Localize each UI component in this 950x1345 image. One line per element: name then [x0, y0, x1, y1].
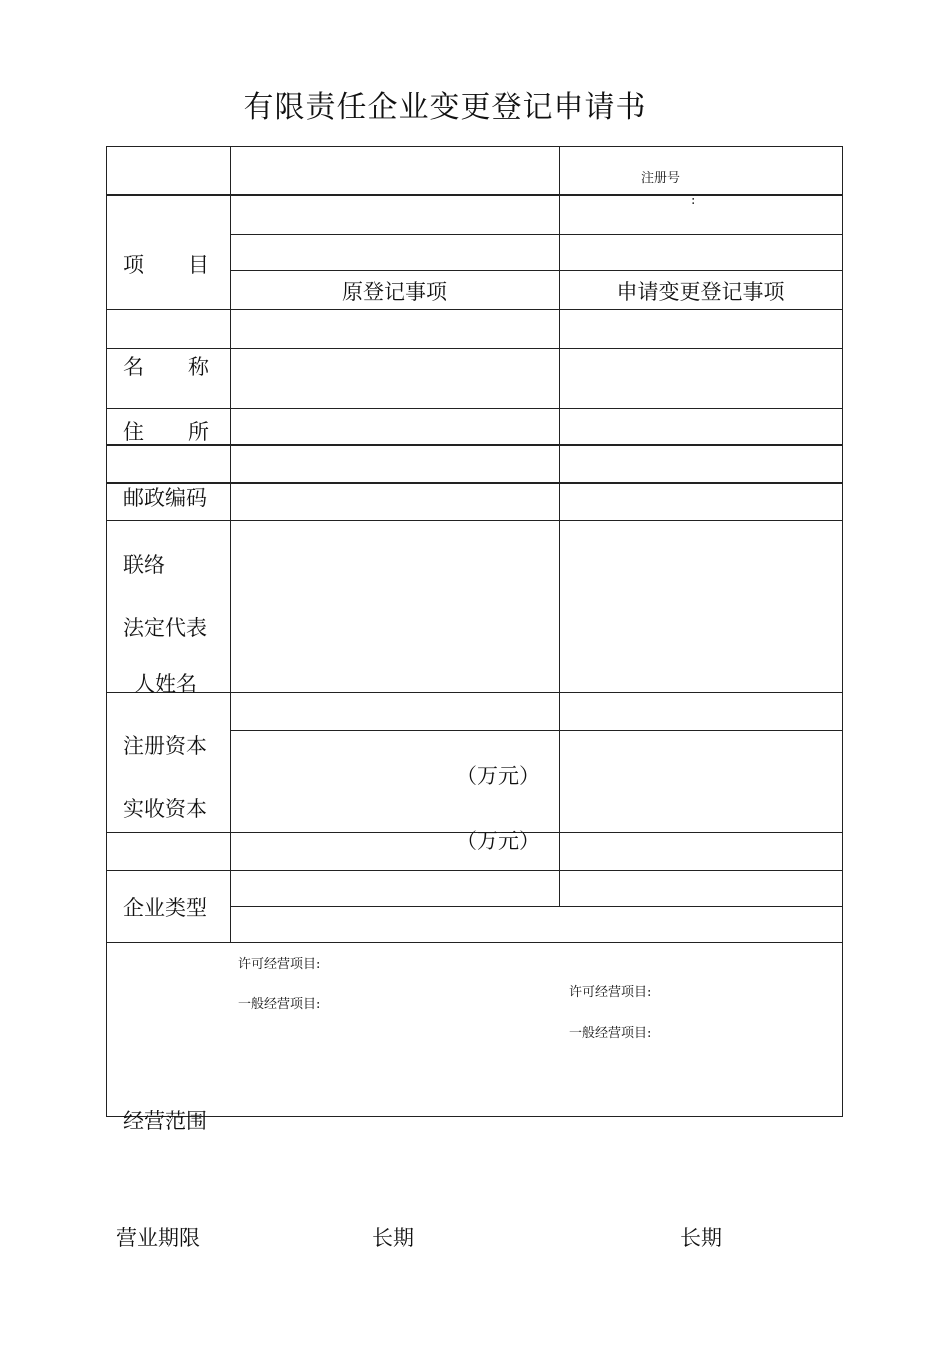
- table-line: [230, 906, 843, 907]
- page-title: 有限责任企业变更登记申请书: [243, 90, 647, 125]
- table-line: [106, 348, 843, 349]
- row-label-contact: 联络: [123, 553, 165, 577]
- row-label-registered-capital: 注册资本: [123, 734, 207, 758]
- row-label-business-scope: 经营范围: [123, 1109, 207, 1133]
- column-header-changed: 申请变更登记事项: [616, 280, 785, 304]
- changed-general-items: 一般经营项目:: [569, 1026, 652, 1041]
- column-header-item: 项 目: [123, 253, 209, 277]
- table-line: [842, 146, 843, 1117]
- original-general-items: 一般经营项目:: [238, 997, 321, 1012]
- table-line: [106, 146, 843, 147]
- table-line: [106, 520, 843, 521]
- table-line: [106, 309, 843, 310]
- unit-label: （万元）: [456, 829, 540, 853]
- table-line: [106, 444, 843, 446]
- business-term-label: 营业期限: [116, 1226, 200, 1250]
- table-line: [559, 146, 560, 907]
- table-line: [230, 730, 843, 731]
- table-line: [230, 234, 843, 235]
- row-label-name: 名 称: [123, 355, 209, 379]
- unit-label: （万元）: [456, 764, 540, 788]
- original-licensed-items: 许可经营项目:: [238, 957, 321, 972]
- table-line: [106, 482, 843, 484]
- row-label-company-type: 企业类型: [123, 896, 207, 920]
- row-label-address: 住 所: [123, 420, 209, 444]
- table-line: [106, 146, 107, 1117]
- registration-number-label: 注册号: [641, 171, 681, 186]
- registration-number-colon: :: [691, 193, 696, 208]
- table-line: [230, 146, 231, 943]
- changed-licensed-items: 许可经营项目:: [569, 985, 652, 1000]
- business-term-changed: 长期: [680, 1226, 722, 1250]
- row-label-legal-rep-name: 人姓名: [134, 672, 197, 696]
- row-label-paid-capital: 实收资本: [123, 797, 207, 821]
- table-line: [106, 408, 843, 409]
- table-line: [106, 870, 843, 871]
- table-line: [106, 1116, 843, 1117]
- table-line: [106, 692, 843, 693]
- row-label-postcode: 邮政编码: [123, 486, 207, 510]
- business-term-original: 长期: [372, 1226, 414, 1250]
- row-label-legal-rep: 法定代表: [123, 616, 207, 640]
- column-header-original: 原登记事项: [342, 280, 447, 304]
- table-line: [230, 270, 843, 271]
- table-line: [106, 942, 843, 943]
- table-line: [106, 194, 843, 196]
